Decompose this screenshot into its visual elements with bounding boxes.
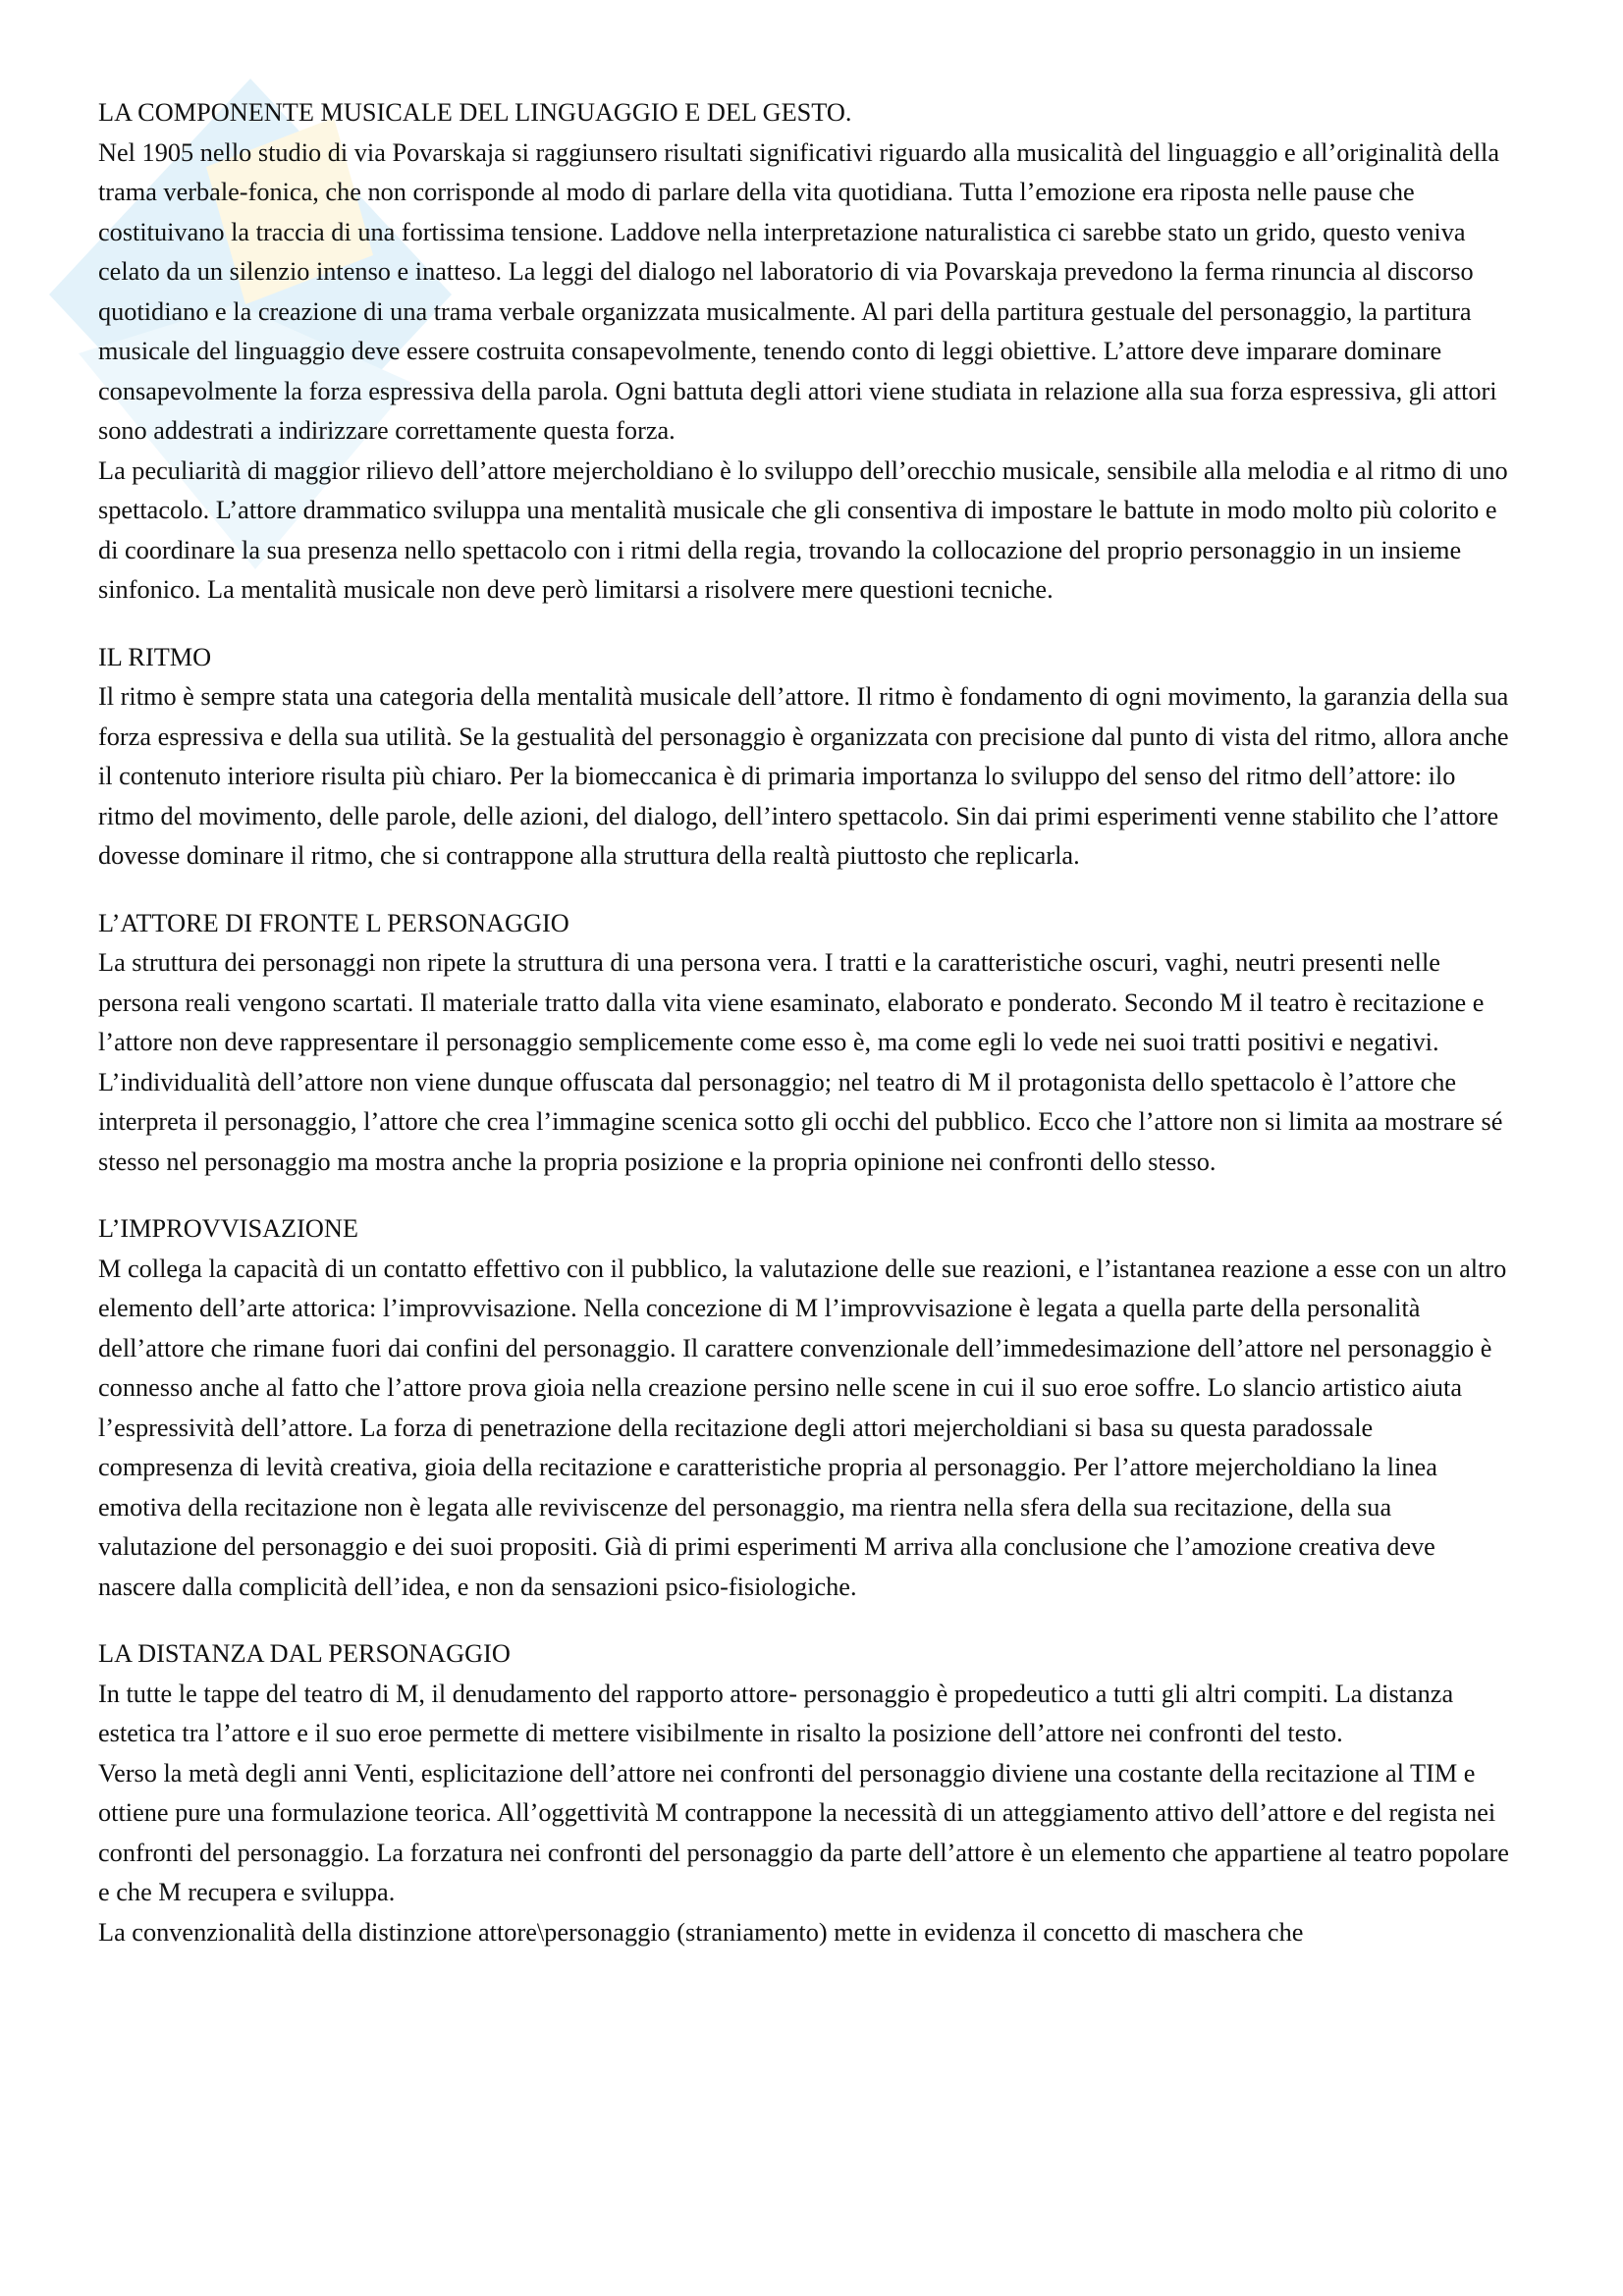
paragraph: In tutte le tappe del teatro di M, il denudamento del rapporto attore- personaggio è propedeutico a tutti gli altri compiti. La distanza estetica tra l’attore e il suo eroe permette di mettere visibilmente in risalto la posizione dell’attore nei confronti del testo. (98, 1679, 1454, 1747)
section-componente-musicale (98, 93, 1512, 611)
paragraph: La peculiarità di maggior rilievo dell’attore mejercholdiano è lo sviluppo dell’orecchio musicale, sensibile alla melodia e al ritmo di uno spettacolo. L’attore drammatico sviluppa una mentalità musicale che gli consentiva di impostare le battute in modo molto più colorito e di coordinare la sua presenza nello spettacolo con i ritmi della regia, trovando la collocazione del proprio personaggio in un insieme sinfonico. La mentalità musicale non deve però limitarsi a risolvere mere questioni tecniche. (98, 455, 1508, 604)
section-heading: L’IMPROVVISAZIONE (98, 1214, 358, 1243)
section-attore-personaggio (98, 904, 1512, 1183)
section-heading: LA COMPONENTE MUSICALE DEL LINGUAGGIO E DEL GESTO. (98, 98, 852, 127)
paragraph: Verso la metà degli anni Venti, esplicitazione dell’attore nei confronti del personaggio diviene una costante della recitazione al TIM e ottiene pure una formulazione teorica. All’oggettività M contrappone la necessità di un atteggiamento attivo dell’attore e del regista nei confronti del personaggio. La forzatura nei confronti del personaggio da parte dell’attore è un elemento che appartiene al teatro popolare e che M recupera e sviluppa. (98, 1758, 1509, 1906)
paragraph: La struttura dei personaggi non ripete la struttura di una persona vera. I tratti e la caratteristiche oscuri, vaghi, neutri presenti nelle persona reali vengono scartati. Il materiale tratto dalla vita viene esaminato, elaborato e ponderato. Secondo M il teatro è recitazione e l’attore non deve rappresentare il personaggio semplicemente come esso è, ma come egli lo vede nei suoi tratti positivi e negativi. L’individualità dell’attore non viene dunque offuscata dal personaggio; nel teatro di M il protagonista dello spettacolo è l’attore che interpreta il personaggio, l’attore che crea l’immagine scenica sotto gli occhi del pubblico. Ecco che l’attore non si limita aa mostrare sé stesso nel personaggio ma mostra anche la propria posizione e la propria opinione nei confronti dello stesso. (98, 948, 1503, 1176)
document-page (98, 93, 1512, 1952)
paragraph: M collega la capacità di un contatto effettivo con il pubblico, la valutazione delle sue reazioni, e l’istantanea reazione a esse con un altro elemento dell’arte attorica: l’improvvisazione. Nella concezione di M l’improvvisazione è legata a quella parte della personalità dell’attore che rimane fuori dai confini del personaggio. Il carattere convenzionale dell’immedesimazione dell’attore nel personaggio è connesso anche al fatto che l’attore prova gioia nella creazione persino nelle scene in cui il suo eroe soffre. Lo slancio artistico aiuta l’espressività dell’attore. La forza di penetrazione della recitazione degli attori mejercholdiani si basa su questa paradossale compresenza di levità creativa, gioia della recitazione e caratteristiche propria al personaggio. Per l’attore mejercholdiano la linea emotiva della recitazione non è legata alle reviviscenze del personaggio, ma rientra nella sfera della sua recitazione, della sua valutazione del personaggio e dei suoi propositi. Già di primi esperimenti M arriva alla conclusione che l’amozione creativa deve nascere dalla complicità dell’idea, e non da sensazioni psico-fisiologiche. (98, 1254, 1507, 1601)
paragraph: La convenzionalità della distinzione attore\personaggio (straniamento) mette in evidenza il concetto di maschera che (98, 1917, 1304, 1947)
paragraph: Nel 1905 nello studio di via Povarskaja si raggiunsero risultati significativi riguardo alla musicalità del linguaggio e all’originalità della trama verbale-fonica, che non corrisponde al modo di parlare della vita quotidiana. Tutta l’emozione era riposta nelle pause che costituivano la traccia di una fortissima tensione. Laddove nella interpretazione naturalistica ci sarebbe stato un grido, questo veniva celato da un silenzio intenso e inatteso. La leggi del dialogo nel laboratorio di via Povarskaja prevedono la ferma rinuncia al discorso quotidiano e la creazione di una trama verbale organizzata musicalmente. Al pari della partitura gestuale del personaggio, la partitura musicale del linguaggio deve essere costruita consapevolmente, tenendo conto di leggi obiettive. L’attore deve imparare dominare consapevolmente la forza espressiva della parola. Ogni battuta degli attori viene studiata in relazione alla sua forza espressiva, gli attori sono addestrati a indirizzare correttamente questa forza. (98, 137, 1499, 445)
section-heading: L’ATTORE DI FRONTE L PERSONAGGIO (98, 908, 569, 937)
section-ritmo (98, 638, 1512, 877)
section-distanza (98, 1634, 1512, 1952)
section-heading: LA DISTANZA DAL PERSONAGGIO (98, 1639, 511, 1668)
section-heading: IL RITMO (98, 642, 212, 671)
paragraph: Il ritmo è sempre stata una categoria della mentalità musicale dell’attore. Il ritmo è fondamento di ogni movimento, la garanzia della sua forza espressiva e della sua utilità. Se la gestualità del personaggio è organizzata con precisione dal punto di vista del ritmo, allora anche il contenuto interiore risulta più chiaro. Per la biomeccanica è di primaria importanza lo sviluppo del senso del ritmo dell’attore: ilo ritmo del movimento, delle parole, delle azioni, del dialogo, dell’intero spettacolo. Sin dai primi esperimenti venne stabilito che l’attore dovesse dominare il ritmo, che si contrappone alla struttura della realtà piuttosto che replicarla. (98, 682, 1509, 870)
section-improvvisazione (98, 1209, 1512, 1607)
